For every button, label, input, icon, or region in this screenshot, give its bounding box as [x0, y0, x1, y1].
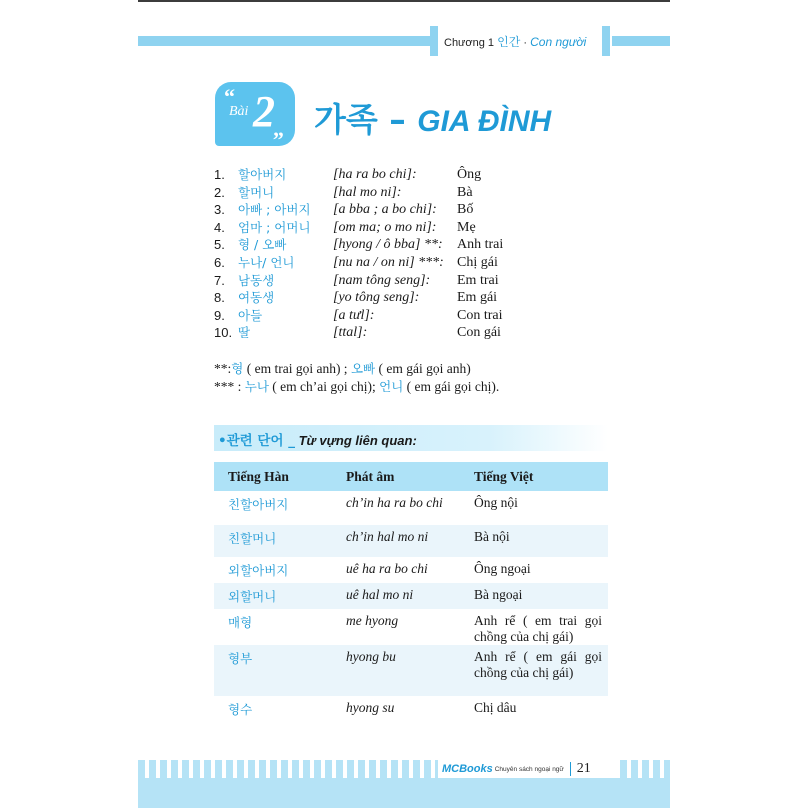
notes [214, 360, 499, 396]
vocab-vietnamese: Em trai [457, 272, 499, 288]
table-row [214, 583, 608, 609]
chapter-vi: Con người [530, 35, 587, 49]
related-title-kr: 관련 단어 _ [226, 433, 295, 449]
vocab-korean: 할아버지 [238, 167, 287, 182]
vocab-item [214, 272, 534, 290]
cell-korean: 외할아버지 [228, 563, 289, 578]
note-1-kr-1: 형 [231, 361, 244, 376]
cell-korean: 매형 [228, 615, 253, 630]
vocab-vietnamese: Con trai [457, 307, 503, 323]
vocab-romanization: [yo tông seng]: [333, 290, 420, 306]
vocab-korean: 딸 [238, 325, 251, 341]
cell-vietnamese: Bà nội [460, 525, 608, 557]
vocab-vietnamese: Con gái [457, 325, 501, 341]
running-header [444, 33, 586, 50]
vocab-number: 4. [214, 219, 225, 235]
vocab-item [214, 254, 534, 272]
table-row [214, 525, 608, 557]
table-row [214, 557, 608, 583]
cell-korean: 형수 [228, 702, 253, 717]
note-2-kr-1: 누나 [244, 379, 269, 394]
related-section-title [218, 429, 417, 450]
vocab-romanization: [nam tông seng]: [333, 272, 431, 288]
vocab-korean: 누나/ 언니 [238, 254, 295, 270]
header-bar-left [138, 36, 430, 46]
title-dash: – [389, 100, 406, 139]
cell-vietnamese: Anh rể ( em trai gọi chồng của chị gái) [474, 613, 602, 644]
vocab-vietnamese: Chị gái [457, 254, 498, 270]
cell-pronunciation: uê ha ra bo chi [346, 561, 428, 576]
table-row [214, 491, 608, 525]
vocab-vietnamese: Anh trai [457, 237, 504, 253]
cell-pronunciation: ch’in ha ra bo chi [346, 495, 443, 510]
header-tick-left [430, 26, 438, 56]
vocab-romanization: [hyong / ô bba] **: [333, 237, 443, 253]
footer-separator [570, 762, 571, 776]
table-header-row [214, 462, 608, 491]
vocab-korean: 엄마 ; 어머니 [238, 219, 311, 235]
vocab-romanization: [om ma; o mo ni]: [333, 219, 437, 235]
cell-pronunciation: uê hal mo ni [332, 583, 460, 609]
vocab-romanization: [a bba ; a bo chi]: [333, 202, 437, 218]
chapter-dot: · [523, 37, 528, 49]
note-2-end: ( em gái gọi chị). [403, 379, 500, 394]
vocab-vietnamese: Bà [457, 184, 473, 200]
vocab-korean: 남동생 [238, 272, 275, 288]
chapter-label: Chương 1 [444, 37, 495, 49]
vocab-romanization: [ttal]: [333, 325, 368, 341]
lesson-title [314, 94, 551, 141]
title-vi: GIA ĐÌNH [417, 105, 552, 138]
cell-pronunciation: ch’in hal mo ni [332, 525, 460, 557]
cell-pronunciation: hyong su [346, 700, 395, 715]
related-table [214, 462, 608, 728]
footer-brand [442, 760, 591, 778]
note-1 [214, 360, 499, 378]
chapter-kr: 인간 [497, 35, 521, 49]
badge-label: Bài [229, 104, 249, 119]
footer-stripes-right [620, 760, 670, 778]
vocab-item [214, 289, 534, 307]
cell-vietnamese: Ông ngoại [474, 561, 531, 576]
footer-stripes-left [138, 760, 438, 778]
vocab-number: 8. [214, 290, 225, 306]
vocab-item [214, 236, 534, 254]
note-1-mid: ( em trai gọi anh) ; [243, 361, 351, 376]
related-title-vi: Từ vựng liên quan: [294, 433, 417, 448]
badge-quote-close: „ [273, 116, 284, 141]
vocab-number: 1. [214, 167, 225, 182]
footer-band [138, 778, 670, 808]
vocab-korean: 여동생 [238, 290, 275, 306]
table-row [214, 645, 608, 696]
vocab-number: 5. [214, 237, 225, 253]
cell-vietnamese: Bà ngoại [460, 583, 608, 609]
vocab-vietnamese: Mẹ [457, 219, 476, 235]
cell-vietnamese: Chị dâu [474, 700, 517, 715]
note-2-mid: ( em ch’ai gọi chị); [268, 379, 380, 394]
note-2-kr-2: 언니 [379, 379, 404, 394]
related-bullet: • [218, 433, 227, 449]
cell-pronunciation: me hyong [346, 613, 399, 628]
vocab-item [214, 166, 534, 184]
publisher-tagline: Chuyên sách ngoại ngữ [494, 765, 564, 773]
cell-korean: 외할머니 [214, 583, 332, 609]
vocab-item [214, 184, 534, 202]
table-row [214, 609, 608, 645]
vocab-korean: 할머니 [238, 184, 275, 200]
vocab-item [214, 219, 534, 237]
vocab-romanization: [a tưl]: [333, 307, 375, 323]
top-rule [138, 0, 670, 2]
vocab-korean: 아빠 ; 아버지 [238, 202, 311, 218]
vocab-list [214, 166, 534, 342]
cell-korean: 형부 [214, 645, 332, 696]
vocab-romanization: [nu na / on ni] ***: [333, 254, 444, 270]
col-header-pronunciation: Phát âm [332, 462, 460, 491]
publisher-logo: MCBooks [442, 763, 493, 775]
badge-number: 2 [253, 87, 275, 136]
note-1-kr-2: 오빠 [350, 361, 376, 376]
cell-vietnamese: Ông nội [474, 495, 518, 510]
vocab-vietnamese: Bố [457, 202, 474, 218]
vocab-number: 7. [214, 272, 225, 288]
vocab-item [214, 307, 534, 325]
vocab-number: 6. [214, 254, 225, 270]
title-kr: 가족 [314, 100, 378, 139]
vocab-number: 2. [214, 184, 225, 200]
note-1-prefix: **: [214, 361, 232, 376]
note-2 [214, 378, 499, 396]
vocab-vietnamese: Em gái [457, 290, 498, 306]
col-header-korean: Tiếng Hàn [214, 462, 332, 491]
vocab-item [214, 201, 534, 219]
header-bar-right [612, 36, 670, 46]
page-number: 21 [576, 761, 591, 776]
cell-vietnamese: Anh rể ( em gái gọi chồng của chị gái) [460, 645, 608, 696]
vocab-vietnamese: Ông [457, 167, 482, 182]
vocab-romanization: [ha ra bo chi]: [333, 167, 417, 182]
col-header-vietnamese: Tiếng Việt [460, 462, 608, 491]
cell-korean: 친할머니 [214, 525, 332, 557]
badge-quote-open: “ [224, 84, 235, 109]
note-1-end: ( em gái gọi anh) [375, 361, 471, 376]
table-row [214, 696, 608, 728]
vocab-romanization: [hal mo ni]: [333, 184, 402, 200]
vocab-korean: 아들 [238, 307, 263, 323]
vocab-item [214, 324, 534, 342]
cell-pronunciation: hyong bu [332, 645, 460, 696]
vocab-korean: 형 / 오빠 [238, 237, 287, 253]
header-tick-right [602, 26, 610, 56]
vocab-number: 10. [214, 325, 233, 341]
note-2-prefix: *** : [214, 379, 245, 394]
cell-korean: 친할아버지 [228, 497, 289, 512]
vocab-number: 3. [214, 202, 225, 218]
vocab-number: 9. [214, 307, 225, 323]
